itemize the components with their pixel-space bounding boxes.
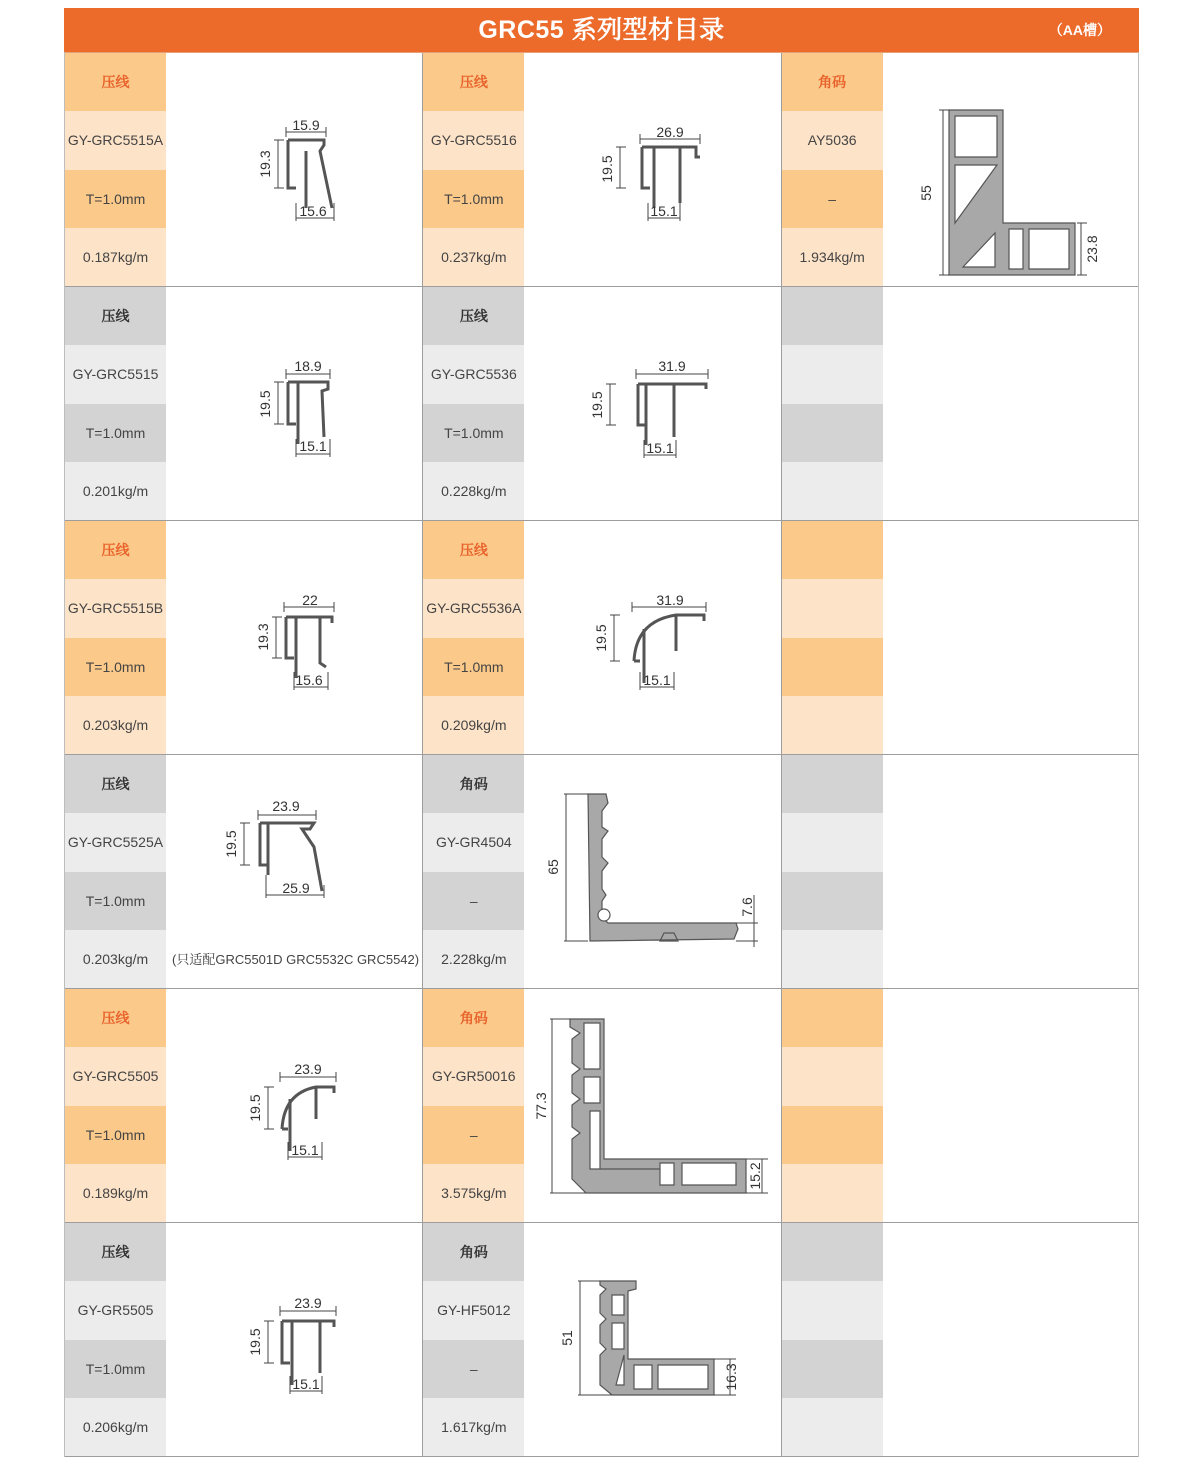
profile-shape: [642, 147, 700, 188]
dimension-label: 23.9: [272, 798, 300, 814]
product-labels: [782, 287, 883, 520]
model-code: GY-GRC5536A: [423, 579, 524, 637]
product-cell: [65, 989, 422, 1222]
dimension-label: 55: [917, 185, 934, 201]
dimension-label: 23.8: [1083, 235, 1100, 263]
product-labels: [65, 287, 166, 520]
thickness-value: –: [423, 872, 524, 930]
product-cell: [65, 53, 422, 286]
dimension-label: 19.5: [223, 830, 239, 858]
model-code: GY-GRC5515: [65, 345, 166, 403]
dimension-label: 19.5: [599, 155, 616, 183]
profile-drawing: [166, 755, 422, 988]
profile-shape: [282, 1321, 334, 1373]
dimension-label: 51: [559, 1330, 576, 1346]
dimension-label: 15.1: [643, 672, 671, 688]
product-labels: [782, 521, 883, 754]
table-row: [65, 287, 1138, 521]
product-cell: [65, 1223, 422, 1456]
profile-drawing: [524, 1223, 780, 1456]
model-code: GY-GR50016: [423, 1047, 524, 1105]
weight-value: 0.209kg/m: [423, 696, 524, 754]
thickness-value: T=1.0mm: [423, 170, 524, 228]
model-code: [782, 813, 883, 871]
thickness-value: –: [423, 1340, 524, 1398]
thickness-value: T=1.0mm: [65, 638, 166, 696]
weight-value: 0.228kg/m: [423, 462, 524, 520]
thickness-value: T=1.0mm: [65, 1340, 166, 1398]
dimension-label: 19.5: [247, 1328, 263, 1356]
product-cell: [781, 53, 1138, 286]
profile-drawing: [883, 521, 1138, 754]
thickness-value: [782, 404, 883, 462]
product-labels: [423, 287, 524, 520]
empty-cell: [781, 287, 1138, 520]
category-label: 角码: [782, 53, 883, 111]
weight-value: 1.617kg/m: [423, 1398, 524, 1456]
product-labels: [65, 1223, 166, 1456]
empty-cell: [781, 989, 1138, 1222]
category-label: 角码: [423, 989, 524, 1047]
thickness-value: [782, 638, 883, 696]
empty-cell: [781, 521, 1138, 754]
slot-tag: （AA槽）: [1048, 22, 1111, 38]
category-label: 压线: [65, 53, 166, 111]
model-code: GY-HF5012: [423, 1281, 524, 1339]
category-label: [782, 989, 883, 1047]
weight-value: [782, 1164, 883, 1222]
category-label: [782, 755, 883, 813]
profile-drawing: [166, 521, 422, 754]
product-cell: [422, 53, 780, 286]
weight-value: 1.934kg/m: [782, 228, 883, 286]
weight-value: 0.187kg/m: [65, 228, 166, 286]
dimension-label: 16.3: [723, 1363, 740, 1391]
thickness-value: –: [782, 170, 883, 228]
thickness-value: T=1.0mm: [65, 170, 166, 228]
dimension-label: 19.3: [257, 150, 273, 178]
thickness-value: [782, 1106, 883, 1164]
dimension-label: 15.9: [292, 117, 320, 133]
profile-shape: [638, 384, 706, 437]
thickness-value: T=1.0mm: [65, 872, 166, 930]
dimension-label: 22: [302, 592, 318, 608]
weight-value: 0.203kg/m: [65, 930, 166, 988]
weight-value: [782, 930, 883, 988]
product-grid: [64, 52, 1139, 1457]
dimension-label: 25.9: [282, 880, 310, 896]
product-cell: [422, 755, 780, 988]
product-labels: [423, 1223, 524, 1456]
dimension-label: 15.1: [291, 1142, 319, 1158]
weight-value: 0.203kg/m: [65, 696, 166, 754]
category-label: 角码: [423, 1223, 524, 1281]
dimension-label: 65: [545, 859, 562, 875]
category-label: 压线: [65, 1223, 166, 1281]
profile-drawing: [524, 521, 780, 754]
table-row: [65, 52, 1138, 287]
product-labels: [65, 521, 166, 754]
product-labels: [423, 53, 524, 286]
model-code: GY-GRC5515A: [65, 111, 166, 169]
profile-drawing: [524, 989, 780, 1222]
dimension-label: 31.9: [658, 358, 686, 374]
dimension-label: 15.1: [646, 440, 674, 456]
profile-drawing: [883, 989, 1138, 1222]
profile-drawing: [524, 53, 780, 286]
profile-shape: [949, 110, 1075, 275]
category-label: [782, 521, 883, 579]
model-code: [782, 579, 883, 637]
weight-value: 0.206kg/m: [65, 1398, 166, 1456]
category-label: 压线: [423, 53, 524, 111]
table-row: [65, 1223, 1138, 1457]
profile-drawing: [883, 755, 1138, 988]
dimension-label: 77.3: [533, 1092, 550, 1120]
title-banner: [64, 8, 1139, 52]
model-code: GY-GRC5516: [423, 111, 524, 169]
dimension-label: 15.2: [747, 1162, 764, 1190]
model-code: AY5036: [782, 111, 883, 169]
profile-drawing: [166, 287, 422, 520]
weight-value: 2.228kg/m: [423, 930, 524, 988]
product-cell: [422, 521, 780, 754]
profile-drawing: [166, 1223, 422, 1456]
product-cell: [65, 287, 422, 520]
dimension-label: 15.1: [650, 203, 678, 219]
model-code: GY-GRC5525A: [65, 813, 166, 871]
model-code: [782, 1047, 883, 1105]
table-row: [65, 521, 1138, 755]
dimension-label: 15.6: [295, 672, 323, 688]
empty-cell: [781, 1223, 1138, 1456]
dimension-label: 23.9: [294, 1061, 322, 1077]
model-code: GY-GR5505: [65, 1281, 166, 1339]
compatibility-note: (只适配GRC5501D GRC5532C GRC5542): [172, 952, 420, 967]
product-cell: [422, 1223, 780, 1456]
profile-drawing: [166, 989, 422, 1222]
model-code: [782, 345, 883, 403]
thickness-value: T=1.0mm: [65, 1106, 166, 1164]
product-labels: [782, 755, 883, 988]
profile-drawing: [524, 287, 780, 520]
category-label: [782, 287, 883, 345]
table-row: [65, 989, 1138, 1223]
dimension-label: 19.5: [257, 390, 273, 418]
profile-drawing: [883, 1223, 1138, 1456]
model-code: GY-GRC5515B: [65, 579, 166, 637]
product-cell: [422, 287, 780, 520]
profile-shape: [286, 617, 332, 667]
weight-value: 0.189kg/m: [65, 1164, 166, 1222]
category-label: 角码: [423, 755, 524, 813]
dimension-label: 15.1: [299, 438, 327, 454]
product-labels: [65, 53, 166, 286]
thickness-value: T=1.0mm: [65, 404, 166, 462]
category-label: [782, 1223, 883, 1281]
profile-shape: [288, 382, 328, 437]
dimension-label: 31.9: [656, 592, 684, 608]
weight-value: [782, 696, 883, 754]
product-cell: [65, 755, 422, 988]
dimension-label: 23.9: [294, 1295, 322, 1311]
weight-value: 3.575kg/m: [423, 1164, 524, 1222]
product-labels: [423, 989, 524, 1222]
dimension-label: 19.5: [247, 1094, 263, 1122]
product-cell: [65, 521, 422, 754]
model-code: GY-GRC5505: [65, 1047, 166, 1105]
category-label: 压线: [65, 287, 166, 345]
page-title: GRC55 系列型材目录: [478, 16, 725, 44]
profile-shape: [570, 1019, 746, 1193]
weight-value: 0.201kg/m: [65, 462, 166, 520]
category-label: 压线: [423, 287, 524, 345]
product-labels: [782, 53, 883, 286]
thickness-value: [782, 872, 883, 930]
table-row: [65, 755, 1138, 989]
profile-drawing: [883, 287, 1138, 520]
thickness-value: T=1.0mm: [423, 404, 524, 462]
thickness-value: [782, 1340, 883, 1398]
catalog-sheet: [64, 8, 1139, 1457]
dimension-label: 19.5: [593, 624, 610, 652]
product-labels: [65, 755, 166, 988]
category-label: 压线: [65, 755, 166, 813]
thickness-value: –: [423, 1106, 524, 1164]
profile-shape: [588, 794, 738, 941]
dimension-label: 19.5: [589, 391, 606, 419]
product-labels: [65, 989, 166, 1222]
profile-drawing: [166, 53, 422, 286]
weight-value: [782, 462, 883, 520]
profile-shape: [600, 1281, 714, 1395]
category-label: 压线: [423, 521, 524, 579]
profile-drawing: [524, 755, 780, 988]
model-code: GY-GRC5536: [423, 345, 524, 403]
profile-shape: [288, 140, 332, 208]
model-code: [782, 1281, 883, 1339]
model-code: GY-GR4504: [423, 813, 524, 871]
dimension-label: 15.6: [299, 203, 327, 219]
product-labels: [782, 1223, 883, 1456]
product-labels: [782, 989, 883, 1222]
thickness-value: T=1.0mm: [423, 638, 524, 696]
weight-value: 0.237kg/m: [423, 228, 524, 286]
category-label: 压线: [65, 989, 166, 1047]
product-cell: [422, 989, 780, 1222]
dimension-label: 19.3: [255, 623, 271, 651]
dimension-label: 18.9: [294, 358, 322, 374]
dimension-label: 7.6: [739, 897, 756, 917]
dimension-label: 15.1: [292, 1376, 320, 1392]
profile-drawing: [883, 53, 1138, 286]
empty-cell: [781, 755, 1138, 988]
product-labels: [423, 755, 524, 988]
dimension-label: 26.9: [656, 124, 684, 140]
category-label: 压线: [65, 521, 166, 579]
product-labels: [423, 521, 524, 754]
weight-value: [782, 1398, 883, 1456]
